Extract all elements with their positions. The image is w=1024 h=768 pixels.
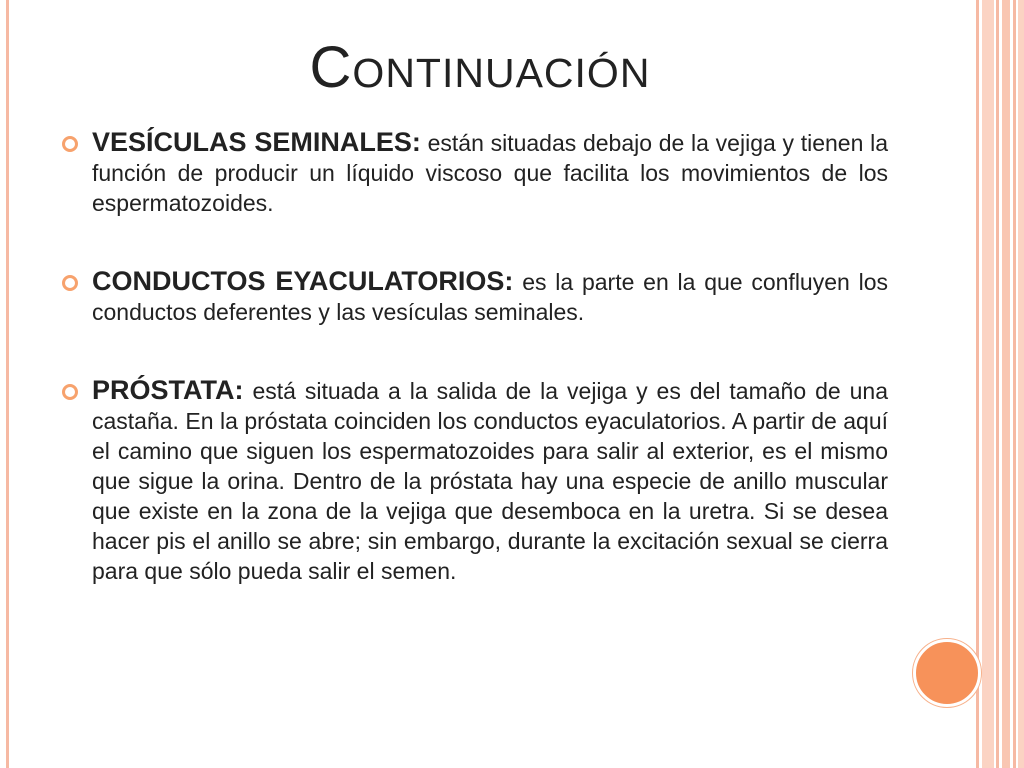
right-decorative-stripes bbox=[976, 0, 1024, 768]
left-decorative-rule bbox=[6, 0, 9, 768]
orange-circle-icon bbox=[913, 639, 981, 707]
bullet-list bbox=[62, 127, 888, 634]
item-heading: VESÍCULAS SEMINALES: bbox=[92, 127, 421, 157]
item-heading: PRÓSTATA: bbox=[92, 375, 244, 405]
stripe bbox=[1013, 0, 1016, 768]
hollow-circle-bullet-icon bbox=[62, 275, 78, 291]
slide-title: Continuación bbox=[309, 35, 651, 100]
item-text: están situadas debajo de la vejiga y tienen la función de producir un líquido viscoso que facilita los movimientos de los espermatozoides. bbox=[92, 130, 888, 216]
hollow-circle-bullet-icon bbox=[62, 384, 78, 400]
list-item-vesiculas bbox=[62, 127, 888, 218]
item-text: es la parte en la que confluyen los conductos deferentes y las vesículas seminales. bbox=[92, 269, 888, 325]
list-item-conductos bbox=[62, 266, 888, 327]
stripe bbox=[976, 0, 979, 768]
stripe bbox=[982, 0, 994, 768]
stripe bbox=[996, 0, 999, 768]
stripe bbox=[1002, 0, 1010, 768]
stripe bbox=[1018, 0, 1024, 768]
item-text: está situada a la salida de la vejiga y es del tamaño de una castaña. En la próstata coinciden los conductos eyaculatorios. A partir de aquí el camino que siguen los espermatozoides para salir al exterior, es el mismo que sigue la orina. Dentro de la próstata hay una especie de anillo muscular que existe en la zona de la vejiga que desemboca en la uretra. Si se desea hacer pis el anillo se abre; sin embargo, durante la excitación sexual se cierra para que sólo pueda salir el semen. bbox=[92, 378, 888, 584]
list-item-prostata bbox=[62, 375, 888, 586]
item-heading: CONDUCTOS EYACULATORIOS: bbox=[92, 266, 514, 296]
hollow-circle-bullet-icon bbox=[62, 136, 78, 152]
